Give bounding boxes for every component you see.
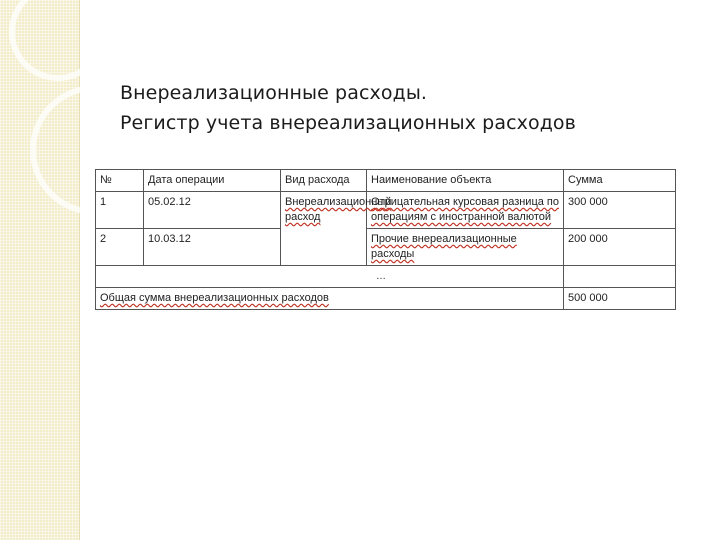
total-label-text: Общая сумма внереализационных расходов xyxy=(100,292,329,304)
header-object: Наименование объекта xyxy=(367,170,564,192)
row-object-text: Прочие внереализационные расходы xyxy=(371,233,517,260)
title-line-1: Внереализационные расходы. xyxy=(120,82,428,104)
total-value: 500 000 xyxy=(564,288,676,310)
ellipsis-row xyxy=(96,266,676,288)
row-date: 10.03.12 xyxy=(144,229,281,266)
table-row xyxy=(96,192,676,229)
ellipsis-sum-cell xyxy=(564,266,676,288)
header-type: Вид расхода xyxy=(281,170,367,192)
expense-register-table xyxy=(95,169,676,310)
row-object xyxy=(367,229,564,266)
header-sum: Сумма xyxy=(564,170,676,192)
row-type xyxy=(281,192,392,266)
row-number: 1 xyxy=(96,192,144,229)
row-number: 2 xyxy=(96,229,144,266)
row-object-text: Отрицательная курсовая разница по операциям с иностранной валютой xyxy=(371,196,559,223)
ellipsis-cell: … xyxy=(96,266,564,288)
table-row xyxy=(96,229,676,266)
header-number: № xyxy=(96,170,144,192)
total-row xyxy=(96,288,676,310)
header-date: Дата операции xyxy=(144,170,281,192)
row-sum: 300 000 xyxy=(564,192,676,229)
total-label xyxy=(96,288,564,310)
title-line-2: Регистр учета внереализационных расходов xyxy=(120,112,576,134)
row-type-text: Внереализационный расход xyxy=(285,196,392,223)
row-sum: 200 000 xyxy=(564,229,676,266)
row-object xyxy=(367,192,564,229)
row-date: 05.02.12 xyxy=(144,192,281,229)
table-header-row xyxy=(96,170,676,192)
slide-title xyxy=(120,78,576,138)
